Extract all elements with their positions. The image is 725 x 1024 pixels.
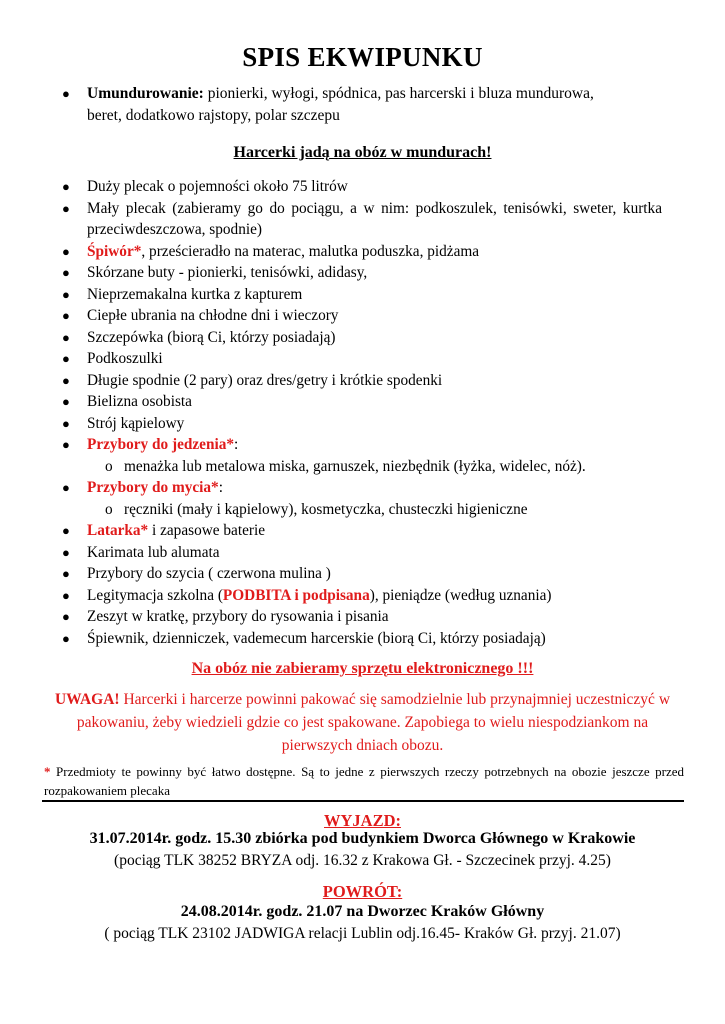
- list-item: [62, 391, 662, 413]
- item-text-highlight: Latarka*: [87, 522, 149, 539]
- uniform-text-2: beret, dodatkowo rajstopy, polar szczepu: [87, 107, 340, 124]
- list-item: [62, 628, 662, 650]
- item-text-highlight: Śpiwór*: [87, 242, 142, 260]
- sub-list-item: [62, 456, 662, 478]
- bullet-icon: ●: [62, 329, 70, 345]
- bullet-icon: ●: [62, 372, 70, 388]
- bullet-icon: ●: [62, 609, 70, 624]
- bullet-icon: ●: [62, 308, 70, 323]
- circle-bullet-icon: o: [105, 500, 113, 518]
- item-text: Mały plecak (zabieramy go do pociągu, a w nim: podkoszulek, tenisówki, sweter, kurtka przeciwdeszczowa, spodnie): [87, 199, 662, 238]
- list-item: [62, 305, 662, 327]
- bullet-icon: ●: [62, 243, 70, 259]
- item-text: Karimata lub alumata: [87, 543, 220, 561]
- bullet-icon: ●: [62, 523, 70, 538]
- equipment-list: [62, 176, 662, 649]
- item-text: ), pieniądze (według uznania): [369, 586, 552, 604]
- list-item: [62, 176, 662, 198]
- uniform-subheading: Harcerki jadą na obóz w mundurach!: [233, 144, 492, 161]
- departure-details: 31.07.2014r. godz. 15.30 zbiórka pod budynkiem Dworca Głównego w Krakowie: [89, 830, 636, 847]
- sub-list-item: [62, 499, 662, 521]
- bullet-icon: ●: [62, 544, 70, 560]
- return-heading: POWRÓT:: [322, 882, 403, 901]
- bullet-icon: ●: [62, 415, 70, 431]
- list-item: [62, 434, 662, 477]
- bullet-icon: ●: [62, 286, 70, 302]
- list-item: [62, 520, 662, 542]
- circle-bullet-icon: o: [105, 457, 113, 475]
- list-item: [62, 370, 662, 392]
- footnote-star: *: [44, 764, 51, 779]
- bullet-icon: ●: [62, 265, 70, 280]
- bullet-icon: ●: [62, 437, 70, 452]
- item-text: i zapasowe baterie: [148, 522, 265, 539]
- list-item: [62, 327, 662, 349]
- item-text: Zeszyt w kratkę, przybory do rysowania i pisania: [87, 608, 389, 625]
- warning-paragraph: [40, 688, 685, 757]
- item-text-highlight: Przybory do mycia*: [87, 479, 219, 496]
- list-item: [62, 413, 662, 435]
- bullet-icon: ●: [62, 566, 70, 581]
- list-item: [62, 241, 662, 263]
- footnote: [44, 762, 684, 800]
- warning-text: Harcerki i harcerze powinni pakować się samodzielnie lub przynajmniej uczestniczyć w pakowaniu, żeby wiedzieli gdzie co jest spakowane. Zapobiega to wielu niespodziankom na pierwszych dniach obozu.: [76, 691, 671, 754]
- no-electronics-notice: Na obóz nie zabieramy sprzętu elektronicznego !!!: [191, 660, 534, 677]
- sub-item-text: menażka lub metalowa miska, garnuszek, niezbędnik (łyżka, widelec, nóż).: [124, 457, 586, 475]
- item-text: Skórzane buty - pionierki, tenisówki, adidasy,: [87, 264, 368, 281]
- item-text: Legitymacja szkolna (: [87, 586, 223, 604]
- item-text: Ciepłe ubrania na chłodne dni i wieczory: [87, 307, 339, 324]
- item-text: Duży plecak o pojemności około 75 litrów: [87, 178, 348, 195]
- item-text: , prześcieradło na materac, malutka poduszka, pidżama: [141, 242, 480, 260]
- list-item: [62, 198, 662, 241]
- item-text: Strój kąpielowy: [87, 414, 185, 432]
- item-text: Podkoszulki: [87, 350, 163, 367]
- departure-train: (pociąg TLK 38252 BRYZA odj. 16.32 z Krakowa Gł. - Szczecinek przyj. 4.25): [114, 852, 611, 869]
- uniform-text-1: pionierki, wyłogi, spódnica, pas harcerski i bluza mundurowa,: [207, 85, 594, 102]
- bullet-icon: ●: [62, 200, 70, 216]
- uniform-item: [62, 83, 652, 127]
- list-item: [62, 284, 662, 306]
- bullet-icon: ●: [62, 587, 70, 603]
- list-item: [62, 542, 662, 564]
- bullet-icon: ●: [62, 351, 70, 366]
- list-item: [62, 262, 662, 284]
- bullet-icon: ●: [62, 630, 70, 646]
- list-item: [62, 606, 662, 628]
- return-train: ( pociąg TLK 23102 JADWIGA relacji Lublin odj.16.45- Kraków Gł. przyj. 21.07): [104, 925, 621, 942]
- footnote-text: Przedmioty te powinny być łatwo dostępne. Są to jedne z pierwszych rzeczy potrzebnych na obozie jeszcze przed rozpakowaniem plecaka: [44, 764, 684, 798]
- list-item: [62, 563, 662, 585]
- item-text: Długie spodnie (2 pary) oraz dres/getry i krótkie spodenki: [87, 371, 443, 389]
- item-text-highlight: PODBITA i podpisana: [222, 586, 370, 604]
- list-item: [62, 477, 662, 520]
- sub-item-text: ręczniki (mały i kąpielowy), kosmetyczka, chusteczki higieniczne: [124, 500, 528, 518]
- uniform-label: Umundurowanie:: [87, 85, 204, 102]
- bullet-icon: ●: [62, 394, 70, 409]
- bullet-icon: ●: [62, 86, 70, 101]
- departure-heading: WYJAZD:: [324, 811, 401, 830]
- page-title: SPIS EKWIPUNKU: [242, 42, 483, 72]
- item-text: Śpiewnik, dzienniczek, vademecum harcerskie (biorą Ci, którzy posiadają): [87, 629, 546, 647]
- list-item: [62, 585, 662, 607]
- item-text: Nieprzemakalna kurtka z kapturem: [87, 285, 303, 303]
- bullet-icon: ●: [62, 480, 70, 495]
- item-text: Bielizna osobista: [87, 393, 192, 410]
- item-text-highlight: Przybory do jedzenia*: [87, 436, 234, 453]
- bullet-icon: ●: [62, 179, 70, 194]
- item-text: :: [234, 436, 239, 453]
- item-text: Przybory do szycia ( czerwona mulina ): [87, 565, 331, 582]
- list-item: [62, 348, 662, 370]
- return-details: 24.08.2014r. godz. 21.07 na Dworzec Kraków Główny: [180, 903, 545, 920]
- item-text: Szczepówka (biorą Ci, którzy posiadają): [87, 328, 336, 346]
- warning-label: UWAGA!: [54, 691, 120, 708]
- item-text: :: [218, 479, 223, 496]
- divider: [42, 800, 684, 802]
